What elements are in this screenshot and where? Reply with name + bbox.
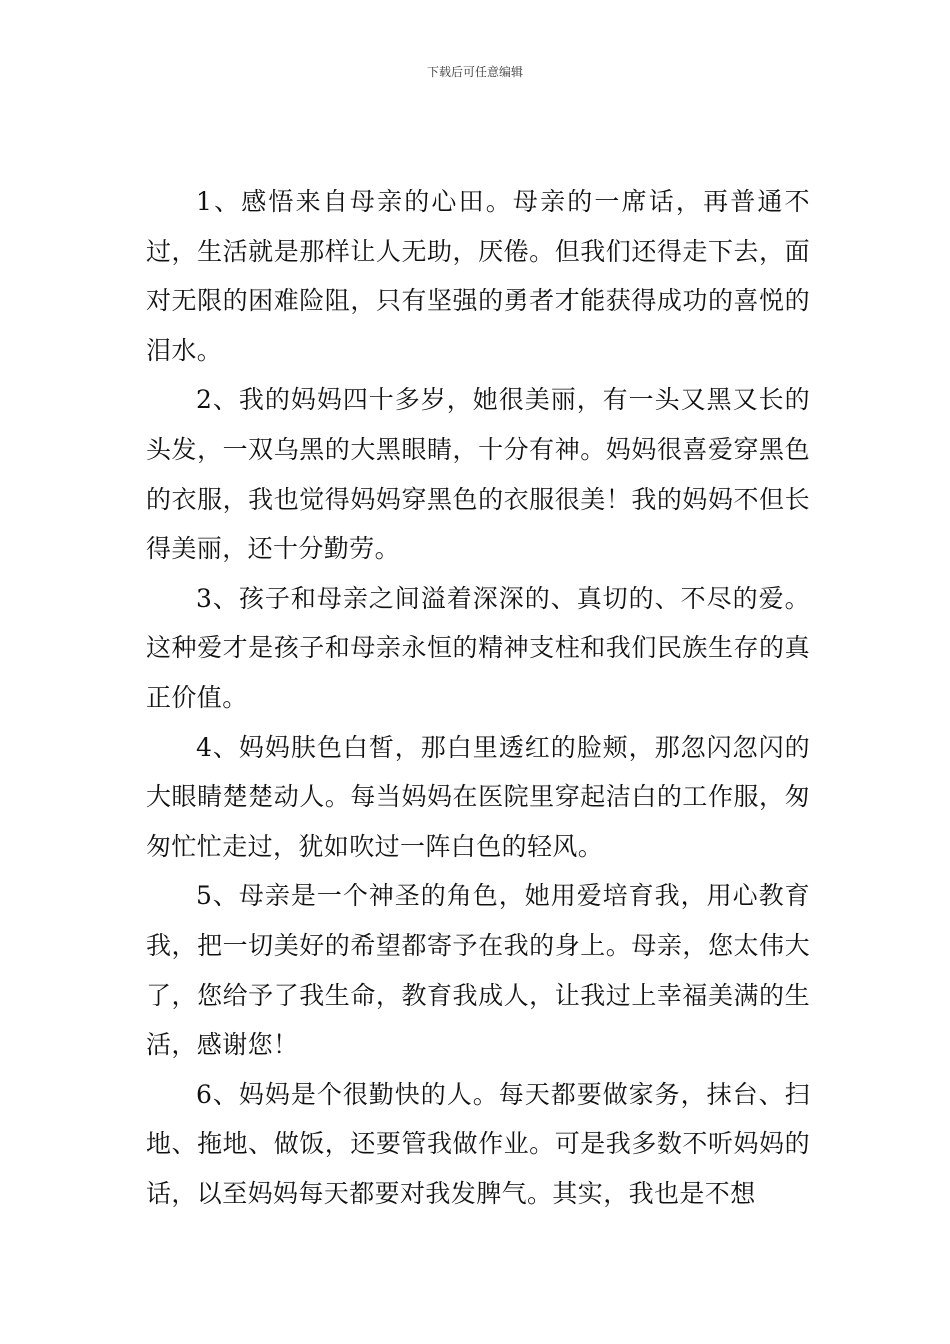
paragraph-4: 4、妈妈肤色白皙，那白里透红的脸颊，那忽闪忽闪的大眼睛楚楚动人。每当妈妈在医院里穿起洁白的工作服，匆匆忙忙走过，犹如吹过一阵白色的轻风。 [146,732,810,861]
paragraph-5: 5、母亲是一个神圣的角色，她用爱培育我，用心教育我，把一切美好的希望都寄予在我的身上。母亲，您太伟大了，您给予了我生命，教育我成人，让我过上幸福美满的生活，感谢您！ [146,881,810,1060]
paragraph-2: 2、我的妈妈四十多岁，她很美丽，有一头又黑又长的头发，一双乌黑的大黑眼睛，十分有神。妈妈很喜爱穿黑色的衣服，我也觉得妈妈穿黑色的衣服很美！我的妈妈不但长得美丽，还十分勤劳。 [146,385,810,564]
page-header: 下载后可任意编辑 [426,65,523,79]
document-body [146,177,810,1218]
paragraph-6: 6、妈妈是个很勤快的人。每天都要做家务，抹台、扫地、拖地、做饭，还要管我做作业。可是我多数不听妈妈的话，以至妈妈每天都要对我发脾气。其实，我也是不想 [146,1079,810,1208]
paragraph-3: 3、孩子和母亲之间溢着深深的、真切的、不尽的爱。这种爱才是孩子和母亲永恒的精神支柱和我们民族生存的真正价值。 [146,583,810,712]
paragraph-1: 1、感悟来自母亲的心田。母亲的一席话，再普通不过，生活就是那样让人无助，厌倦。但我们还得走下去，面对无限的困难险阻，只有坚强的勇者才能获得成功的喜悦的泪水。 [146,187,810,365]
